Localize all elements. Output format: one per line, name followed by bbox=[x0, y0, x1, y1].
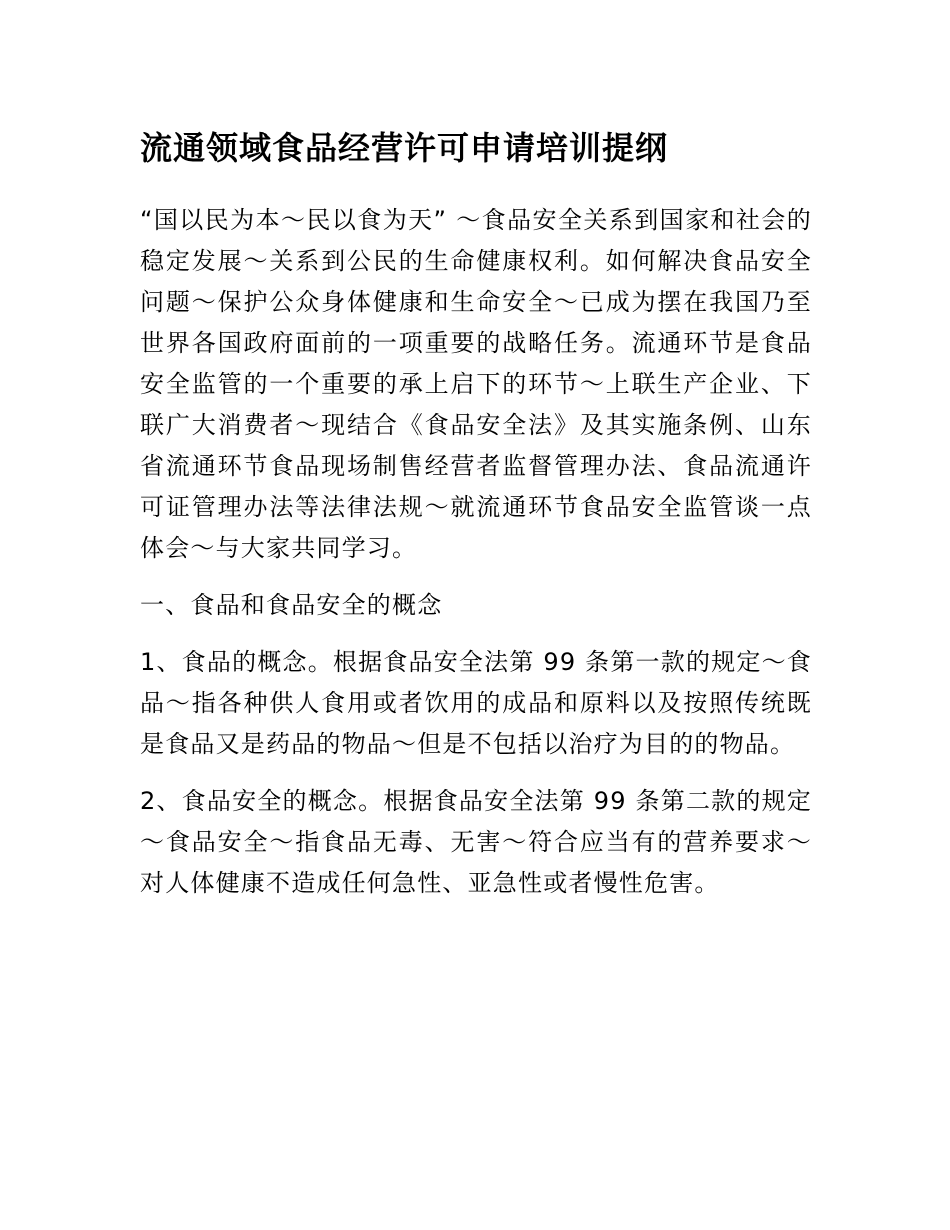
intro-paragraph: “国以民为本～民以食为天” ～食品安全关系到国家和社会的稳定发展～关系到公民的生命健康权利。如何解决食品安全问题～保护公众身体健康和生命安全～已成为摆在我国乃至世界各国政府面前的一项重要的战略任务。流通环节是食品安全监管的一个重要的承上启下的环节～上联生产企业、下联广大消费者～现结合《食品安全法》及其实施条例、山东省流通环节食品现场制售经营者监督管理办法、食品流通许可证管理办法等法律法规～就流通环节食品安全监管谈一点体会～与大家共同学习。 bbox=[140, 206, 812, 562]
food-safety-definition-paragraph: 2、食品安全的概念。根据食品安全法第 99 条第二款的规定～食品安全～指食品无毒、无害～符合应当有的营养要求～对人体健康不造成任何急性、亚急性或者慢性危害。 bbox=[140, 787, 812, 897]
document-page bbox=[140, 126, 812, 920]
section-heading: 一、食品和食品安全的概念 bbox=[140, 591, 443, 619]
food-definition-paragraph: 1、食品的概念。根据食品安全法第 99 条第一款的规定～食品～指各种供人食用或者饮用的成品和原料以及按照传统既是食品又是药品的物品～但是不包括以治疗为目的的物品。 bbox=[140, 648, 812, 758]
document-title: 流通领域食品经营许可申请培训提纲 bbox=[140, 129, 669, 167]
